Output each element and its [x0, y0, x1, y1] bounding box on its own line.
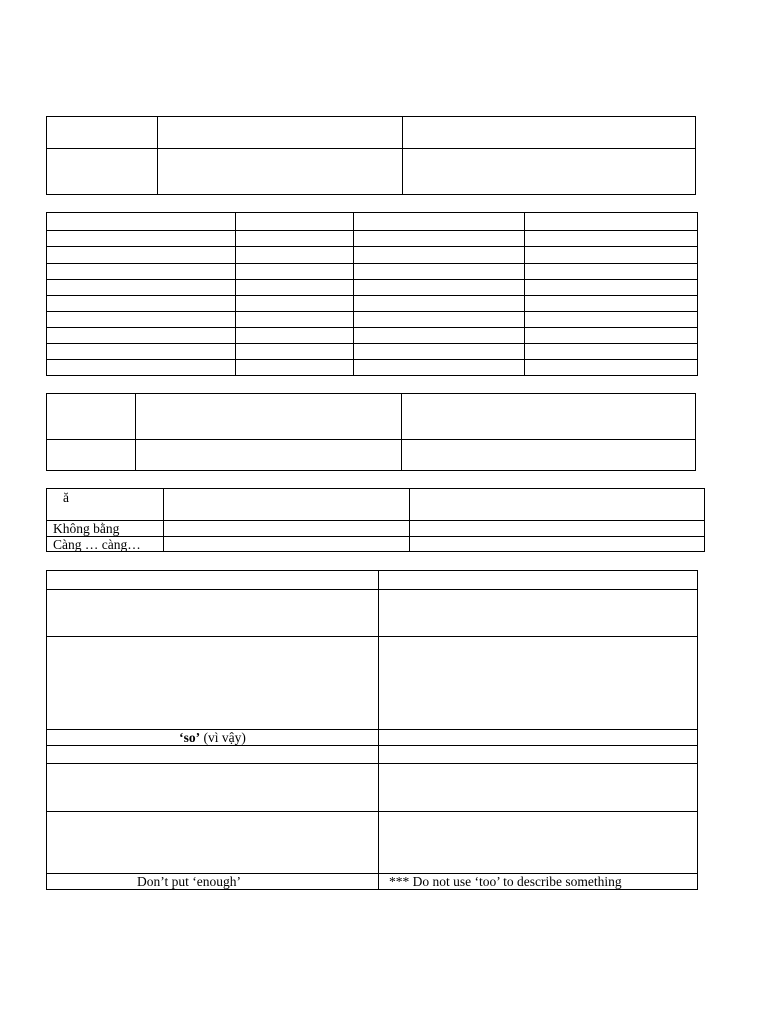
row-divider — [47, 279, 697, 280]
row-divider — [47, 536, 704, 537]
row-divider — [47, 811, 697, 812]
table-3 — [46, 393, 696, 471]
cell-text-a-breve: ă — [63, 490, 69, 505]
col-divider — [409, 489, 410, 551]
row-divider — [47, 520, 704, 521]
row-divider — [47, 311, 697, 312]
cell-text-so — [47, 730, 378, 745]
row-divider — [47, 327, 697, 328]
row-divider — [47, 745, 697, 746]
cell-text-cang-cang: Càng … càng… — [53, 537, 141, 552]
col-divider — [135, 394, 136, 470]
row-divider — [47, 230, 697, 231]
row-divider — [47, 295, 697, 296]
row-divider — [47, 246, 697, 247]
cell-text-do-not-use-too: *** Do not use ‘too’ to describe something — [389, 874, 622, 889]
col-divider — [157, 117, 158, 194]
table-1 — [46, 116, 696, 195]
row-divider — [47, 763, 697, 764]
col-divider — [378, 571, 379, 889]
table-4 — [46, 488, 705, 552]
col-divider — [402, 117, 403, 194]
row-divider — [47, 636, 697, 637]
so-bold-text: ‘so’ — [179, 730, 201, 745]
col-divider — [524, 213, 525, 375]
col-divider — [401, 394, 402, 470]
table-5 — [46, 570, 698, 890]
so-translation-text: (vì vậy) — [200, 730, 246, 745]
col-divider — [163, 489, 164, 551]
col-divider — [235, 213, 236, 375]
row-divider — [47, 148, 695, 149]
cell-text-dont-put-enough: Don’t put ‘enough’ — [137, 874, 241, 889]
row-divider — [47, 589, 697, 590]
row-divider — [47, 439, 695, 440]
table-2 — [46, 212, 698, 376]
col-divider — [353, 213, 354, 375]
row-divider — [47, 359, 697, 360]
row-divider — [47, 343, 697, 344]
row-divider — [47, 263, 697, 264]
cell-text-khong-bang: Không bằng — [53, 521, 120, 536]
